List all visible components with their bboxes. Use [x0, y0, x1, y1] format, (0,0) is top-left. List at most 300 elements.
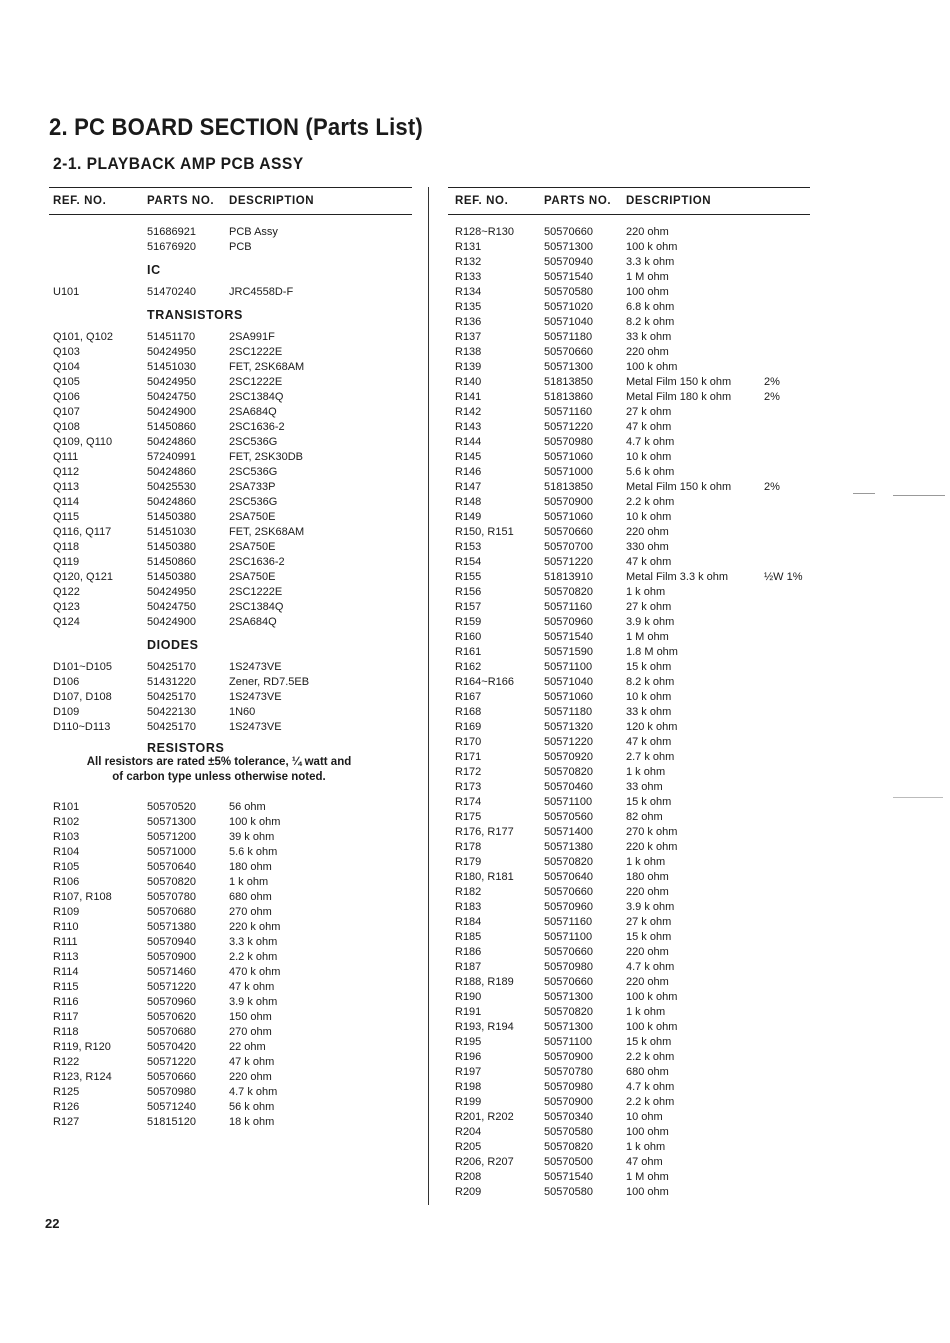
- table-row: [49, 435, 412, 450]
- table-row: [49, 1085, 412, 1100]
- ref-no-cell: Q124: [53, 616, 80, 628]
- description-cell: 22 ohm: [229, 1041, 266, 1053]
- ref-no-cell: R101: [53, 801, 80, 813]
- table-row: [448, 435, 810, 450]
- table-row: [448, 885, 810, 900]
- description-cell: 680 ohm: [626, 1066, 669, 1078]
- ref-no-cell: Q112: [53, 466, 80, 478]
- parts-no-cell: 50424750: [147, 601, 196, 613]
- ref-no-cell: Q111: [53, 451, 79, 463]
- table-row: [448, 870, 810, 885]
- parts-no-cell: 51676920: [147, 241, 196, 253]
- table-row: [448, 735, 810, 750]
- table-row: [49, 980, 412, 995]
- table-row: [49, 375, 412, 390]
- table-row: [49, 555, 412, 570]
- parts-no-cell: 50570580: [544, 1126, 593, 1138]
- parts-no-cell: 50571240: [147, 1101, 196, 1113]
- description-cell: 15 k ohm: [626, 1036, 672, 1048]
- table-row: [448, 1140, 810, 1155]
- description-cell: 3.3 k ohm: [626, 256, 675, 268]
- parts-no-cell: 50571180: [544, 331, 593, 343]
- table-row: [49, 465, 412, 480]
- ref-no-cell: R186: [455, 946, 482, 958]
- description-cell: 10 k ohm: [626, 691, 672, 703]
- parts-no-cell: 50425530: [147, 481, 196, 493]
- ref-no-cell: R128~R130: [455, 226, 515, 238]
- description-cell: 1 k ohm: [626, 1006, 666, 1018]
- table-row: [448, 525, 810, 540]
- parts-no-cell: 50571300: [544, 991, 593, 1003]
- parts-no-cell: 51431220: [147, 676, 196, 688]
- table-row: [448, 600, 810, 615]
- parts-no-cell: 51686921: [147, 226, 196, 238]
- left-table-body: [49, 225, 412, 1130]
- note-cell: 2%: [764, 391, 780, 403]
- description-cell: 8.2 k ohm: [626, 676, 675, 688]
- ref-no-cell: R162: [455, 661, 482, 673]
- table-row: [49, 935, 412, 950]
- table-row: [49, 1100, 412, 1115]
- table-row: [448, 510, 810, 525]
- table-row: [49, 905, 412, 920]
- parts-no-cell: 51451030: [147, 526, 196, 538]
- parts-no-cell: 50570820: [544, 1141, 593, 1153]
- table-row: [49, 1040, 412, 1055]
- ref-no-cell: Q106: [53, 391, 80, 403]
- parts-no-cell: 50570900: [147, 951, 196, 963]
- description-cell: 220 ohm: [626, 346, 669, 358]
- description-cell: PCB: [229, 241, 252, 253]
- parts-no-cell: 50570820: [544, 856, 593, 868]
- table-row: [49, 800, 412, 815]
- description-cell: 10 ohm: [626, 1111, 663, 1123]
- parts-no-cell: 50570940: [147, 936, 196, 948]
- parts-no-cell: 50570820: [544, 586, 593, 598]
- table-row: [448, 960, 810, 975]
- parts-no-cell: 51451170: [147, 331, 196, 343]
- table-row: [49, 965, 412, 980]
- parts-no-cell: 50570580: [544, 286, 593, 298]
- ref-no-cell: R182: [455, 886, 482, 898]
- ref-no-cell: R118: [53, 1026, 79, 1038]
- ref-no-cell: R155: [455, 571, 482, 583]
- ref-no-cell: R196: [455, 1051, 482, 1063]
- parts-no-cell: 50570660: [147, 1071, 196, 1083]
- ref-no-cell: R107, R108: [53, 891, 112, 903]
- description-cell: PCB Assy: [229, 226, 278, 238]
- description-cell: 2SC1384Q: [229, 601, 284, 613]
- description-cell: 3.3 k ohm: [229, 936, 278, 948]
- parts-no-cell: 51813850: [544, 481, 593, 493]
- parts-no-cell: 51450380: [147, 571, 196, 583]
- ref-no-cell: R154: [455, 556, 482, 568]
- ref-no-cell: R183: [455, 901, 482, 913]
- table-row: [49, 225, 412, 240]
- ref-no-cell: D106: [53, 676, 80, 688]
- description-cell: 4.7 k ohm: [229, 1086, 278, 1098]
- description-cell: 150 ohm: [229, 1011, 272, 1023]
- table-row: [448, 270, 810, 285]
- section-subtitle: 2-1. PLAYBACK AMP PCB ASSY: [53, 154, 304, 173]
- ref-no-cell: R191: [455, 1006, 482, 1018]
- table-row: [448, 285, 810, 300]
- ref-no-cell: Q118: [53, 541, 80, 553]
- parts-no-cell: 50570640: [544, 871, 593, 883]
- description-cell: 5.6 k ohm: [626, 466, 675, 478]
- table-row: [49, 585, 412, 600]
- note-cell: 2%: [764, 481, 780, 493]
- parts-no-cell: 50571460: [147, 966, 196, 978]
- table-row: [49, 285, 412, 300]
- parts-no-cell: 51813910: [544, 571, 593, 583]
- table-row: [49, 860, 412, 875]
- parts-no-cell: 50570620: [147, 1011, 196, 1023]
- description-cell: Metal Film 3.3 k ohm: [626, 571, 729, 583]
- description-cell: 220 ohm: [626, 526, 669, 538]
- parts-no-cell: 50570960: [544, 616, 593, 628]
- parts-no-cell: 50424860: [147, 496, 196, 508]
- table-row: [49, 690, 412, 705]
- table-row: [49, 450, 412, 465]
- table-row: [49, 675, 412, 690]
- description-cell: 2.2 k ohm: [229, 951, 278, 963]
- ref-no-cell: R156: [455, 586, 482, 598]
- parts-no-cell: 50424900: [147, 616, 196, 628]
- table-row: [448, 705, 810, 720]
- parts-no-cell: 50571060: [544, 451, 593, 463]
- ref-no-cell: R209: [455, 1186, 482, 1198]
- ref-no-cell: R116: [53, 996, 79, 1008]
- description-cell: 1 M ohm: [626, 631, 669, 643]
- ref-no-cell: R103: [53, 831, 80, 843]
- description-cell: 680 ohm: [229, 891, 272, 903]
- parts-no-cell: 50422130: [147, 706, 196, 718]
- parts-no-cell: 51470240: [147, 286, 196, 298]
- parts-no-cell: 50570820: [544, 766, 593, 778]
- ref-no-cell: Q108: [53, 421, 80, 433]
- parts-no-cell: 50571220: [544, 556, 593, 568]
- table-row: [448, 495, 810, 510]
- table-row: [448, 240, 810, 255]
- parts-no-cell: 50570660: [544, 946, 593, 958]
- parts-no-cell: 50571100: [544, 661, 593, 673]
- ref-no-cell: R174: [455, 796, 482, 808]
- ref-no-cell: R131: [455, 241, 482, 253]
- ref-no-cell: R199: [455, 1096, 482, 1108]
- header-ref-no: REF. NO.: [53, 195, 107, 207]
- description-cell: 47 k ohm: [229, 1056, 275, 1068]
- table-row: [49, 845, 412, 860]
- ref-no-cell: R171: [455, 751, 482, 763]
- resistor-note-line: All resistors are rated ±5% tolerance, ¼ watt and: [86, 756, 352, 768]
- ref-no-cell: R148: [455, 496, 482, 508]
- table-row: [448, 795, 810, 810]
- description-cell: 270 ohm: [229, 1026, 272, 1038]
- parts-no-cell: 50571160: [544, 406, 593, 418]
- ref-no-cell: R198: [455, 1081, 482, 1093]
- description-cell: 2SC536G: [229, 466, 278, 478]
- parts-no-cell: 50425170: [147, 661, 196, 673]
- table-row: [448, 765, 810, 780]
- table-row: [49, 890, 412, 905]
- description-cell: 47 k ohm: [229, 981, 275, 993]
- table-row: [49, 1025, 412, 1040]
- description-cell: 1.8 M ohm: [626, 646, 678, 658]
- parts-no-cell: 50425170: [147, 691, 196, 703]
- description-cell: 2SC536G: [229, 436, 278, 448]
- parts-no-cell: 50570660: [544, 976, 593, 988]
- table-row: [448, 615, 810, 630]
- table-row: [448, 915, 810, 930]
- table-row: [49, 240, 412, 255]
- parts-no-cell: 50424900: [147, 406, 196, 418]
- description-cell: 56 k ohm: [229, 1101, 275, 1113]
- description-cell: Metal Film 150 k ohm: [626, 481, 732, 493]
- table-row: [448, 540, 810, 555]
- header-description: DESCRIPTION: [229, 195, 315, 207]
- table-row: [448, 375, 810, 390]
- parts-no-cell: 51450860: [147, 421, 196, 433]
- description-cell: 120 k ohm: [626, 721, 678, 733]
- ref-no-cell: R140: [455, 376, 482, 388]
- parts-no-cell: 50570660: [544, 346, 593, 358]
- description-cell: 4.7 k ohm: [626, 961, 675, 973]
- table-row: [448, 1185, 810, 1200]
- ref-no-cell: R206, R207: [455, 1156, 514, 1168]
- parts-no-cell: 50571100: [544, 931, 593, 943]
- parts-no-cell: 51451030: [147, 361, 196, 373]
- description-cell: 33 ohm: [626, 781, 663, 793]
- table-row: [448, 720, 810, 735]
- description-cell: FET, 2SK68AM: [229, 361, 305, 373]
- ref-no-cell: R122: [53, 1056, 80, 1068]
- table-row: [49, 540, 412, 555]
- parts-no-cell: 50570920: [544, 751, 593, 763]
- ref-no-cell: R164~R166: [455, 676, 515, 688]
- parts-no-cell: 50570820: [544, 1006, 593, 1018]
- ref-no-cell: R135: [455, 301, 482, 313]
- ref-no-cell: Q123: [53, 601, 80, 613]
- table-row: [448, 1110, 810, 1125]
- ref-no-cell: D101~D105: [53, 661, 113, 673]
- table-row: [448, 480, 810, 495]
- table-row: [49, 495, 412, 510]
- description-cell: 2SA733P: [229, 481, 276, 493]
- ref-no-cell: R172: [455, 766, 482, 778]
- table-row: [448, 990, 810, 1005]
- table-row: [448, 225, 810, 240]
- description-cell: 1S2473VE: [229, 661, 282, 673]
- ref-no-cell: R173: [455, 781, 482, 793]
- table-row: [448, 810, 810, 825]
- description-cell: 10 k ohm: [626, 511, 672, 523]
- table-row: [49, 405, 412, 420]
- ref-no-cell: R119, R120: [53, 1041, 111, 1053]
- description-cell: 2SC1222E: [229, 586, 283, 598]
- parts-no-cell: 50571060: [544, 511, 593, 523]
- parts-no-cell: 50570660: [544, 226, 593, 238]
- ref-no-cell: R169: [455, 721, 482, 733]
- ref-no-cell: R167: [455, 691, 482, 703]
- description-cell: 220 k ohm: [626, 841, 678, 853]
- ref-no-cell: R102: [53, 816, 80, 828]
- ref-no-cell: R160: [455, 631, 482, 643]
- parts-no-cell: 50571160: [544, 916, 593, 928]
- ref-no-cell: R187: [455, 961, 482, 973]
- header-parts-no: PARTS NO.: [147, 195, 215, 207]
- note-cell: ½W 1%: [764, 571, 803, 583]
- ref-no-cell: R145: [455, 451, 482, 463]
- description-cell: 1 k ohm: [626, 1141, 666, 1153]
- table-row: [448, 255, 810, 270]
- description-cell: 2.2 k ohm: [626, 1096, 675, 1108]
- ref-no-cell: R159: [455, 616, 482, 628]
- table-row: [49, 815, 412, 830]
- description-cell: 47 k ohm: [626, 421, 672, 433]
- parts-no-cell: 50570900: [544, 1096, 593, 1108]
- ref-no-cell: R126: [53, 1101, 80, 1113]
- parts-no-cell: 50570520: [147, 801, 196, 813]
- table-row: [448, 1125, 810, 1140]
- description-cell: 27 k ohm: [626, 406, 672, 418]
- parts-no-cell: 51450380: [147, 541, 196, 553]
- table-row: [49, 480, 412, 495]
- description-cell: 15 k ohm: [626, 931, 672, 943]
- table-row: [49, 360, 412, 375]
- description-cell: 100 ohm: [626, 286, 669, 298]
- table-row: [49, 525, 412, 540]
- description-cell: 2SA750E: [229, 541, 276, 553]
- table-row: [49, 600, 412, 615]
- ref-no-cell: R104: [53, 846, 80, 858]
- ref-no-cell: R147: [455, 481, 482, 493]
- description-cell: 270 k ohm: [626, 826, 678, 838]
- ref-no-cell: R109: [53, 906, 80, 918]
- description-cell: 1S2473VE: [229, 721, 282, 733]
- description-cell: 1N60: [229, 706, 256, 718]
- section-heading: RESISTORS: [147, 741, 225, 755]
- description-cell: 2SC1222E: [229, 376, 283, 388]
- ref-no-cell: R141: [455, 391, 482, 403]
- parts-no-cell: 50571380: [147, 921, 196, 933]
- parts-no-cell: 50571590: [544, 646, 593, 658]
- description-cell: 8.2 k ohm: [626, 316, 675, 328]
- ref-no-cell: R180, R181: [455, 871, 514, 883]
- description-cell: Zener, RD7.5EB: [229, 676, 310, 688]
- description-cell: 470 k ohm: [229, 966, 281, 978]
- description-cell: 330 ohm: [626, 541, 669, 553]
- column-divider: [428, 187, 429, 1205]
- parts-no-cell: 51813850: [544, 376, 593, 388]
- ref-no-cell: R197: [455, 1066, 482, 1078]
- parts-no-cell: 50424950: [147, 586, 196, 598]
- table-row: [448, 345, 810, 360]
- ref-no-cell: R146: [455, 466, 482, 478]
- description-cell: 47 ohm: [626, 1156, 663, 1168]
- table-row: [49, 875, 412, 890]
- description-cell: 220 ohm: [626, 976, 669, 988]
- description-cell: 10 k ohm: [626, 451, 672, 463]
- description-cell: 18 k ohm: [229, 1116, 275, 1128]
- parts-no-cell: 50570700: [544, 541, 593, 553]
- description-cell: 100 ohm: [626, 1126, 669, 1138]
- parts-no-cell: 50571300: [147, 816, 196, 828]
- table-row: [49, 995, 412, 1010]
- table-row: [49, 345, 412, 360]
- description-cell: 220 ohm: [229, 1071, 272, 1083]
- description-cell: 33 k ohm: [626, 331, 672, 343]
- ref-no-cell: R153: [455, 541, 482, 553]
- description-cell: 2SA991F: [229, 331, 275, 343]
- ref-no-cell: R175: [455, 811, 482, 823]
- description-cell: 4.7 k ohm: [626, 436, 675, 448]
- parts-no-cell: 50570680: [147, 1026, 196, 1038]
- ref-no-cell: R179: [455, 856, 482, 868]
- parts-no-cell: 50570660: [544, 886, 593, 898]
- table-row: [49, 720, 412, 735]
- parts-no-cell: 50424860: [147, 466, 196, 478]
- table-row: [448, 1035, 810, 1050]
- description-cell: 47 k ohm: [626, 556, 672, 568]
- parts-no-cell: 51450860: [147, 556, 196, 568]
- table-row: [448, 930, 810, 945]
- parts-no-cell: 50571540: [544, 1171, 593, 1183]
- description-cell: 2SC1222E: [229, 346, 283, 358]
- ref-no-cell: R178: [455, 841, 482, 853]
- parts-no-cell: 50570980: [544, 436, 593, 448]
- parts-no-cell: 50571300: [544, 361, 593, 373]
- description-cell: 15 k ohm: [626, 661, 672, 673]
- parts-no-cell: 50571380: [544, 841, 593, 853]
- parts-no-cell: 50570640: [147, 861, 196, 873]
- table-row: [448, 360, 810, 375]
- ref-no-cell: R127: [53, 1116, 80, 1128]
- right-table-body: [448, 225, 810, 1200]
- parts-no-cell: 50570820: [147, 876, 196, 888]
- table-row: [49, 950, 412, 965]
- parts-no-cell: 50570980: [544, 961, 593, 973]
- table-row: [49, 1055, 412, 1070]
- description-cell: 180 ohm: [229, 861, 272, 873]
- description-cell: 39 k ohm: [229, 831, 275, 843]
- description-cell: 100 k ohm: [229, 816, 281, 828]
- description-cell: 2SC1636-2: [229, 556, 285, 568]
- description-cell: 4.7 k ohm: [626, 1081, 675, 1093]
- resistor-note: [49, 755, 389, 785]
- table-row: [49, 330, 412, 345]
- table-row: [448, 1080, 810, 1095]
- parts-no-cell: 50570960: [147, 996, 196, 1008]
- table-row: [448, 855, 810, 870]
- table-row: [448, 405, 810, 420]
- table-row: [448, 1170, 810, 1185]
- header-parts-no: PARTS NO.: [544, 195, 612, 207]
- ref-no-cell: R105: [53, 861, 80, 873]
- parts-no-cell: 50570980: [147, 1086, 196, 1098]
- parts-no-cell: 50571220: [147, 1056, 196, 1068]
- table-row: [448, 555, 810, 570]
- description-cell: 100 k ohm: [626, 991, 678, 1003]
- table-row: [49, 510, 412, 525]
- parts-no-cell: 50424950: [147, 346, 196, 358]
- parts-no-cell: 50570780: [147, 891, 196, 903]
- description-cell: 82 ohm: [626, 811, 663, 823]
- description-cell: 47 k ohm: [626, 736, 672, 748]
- ref-no-cell: R142: [455, 406, 482, 418]
- description-cell: 2SC1636-2: [229, 421, 285, 433]
- description-cell: 56 ohm: [229, 801, 266, 813]
